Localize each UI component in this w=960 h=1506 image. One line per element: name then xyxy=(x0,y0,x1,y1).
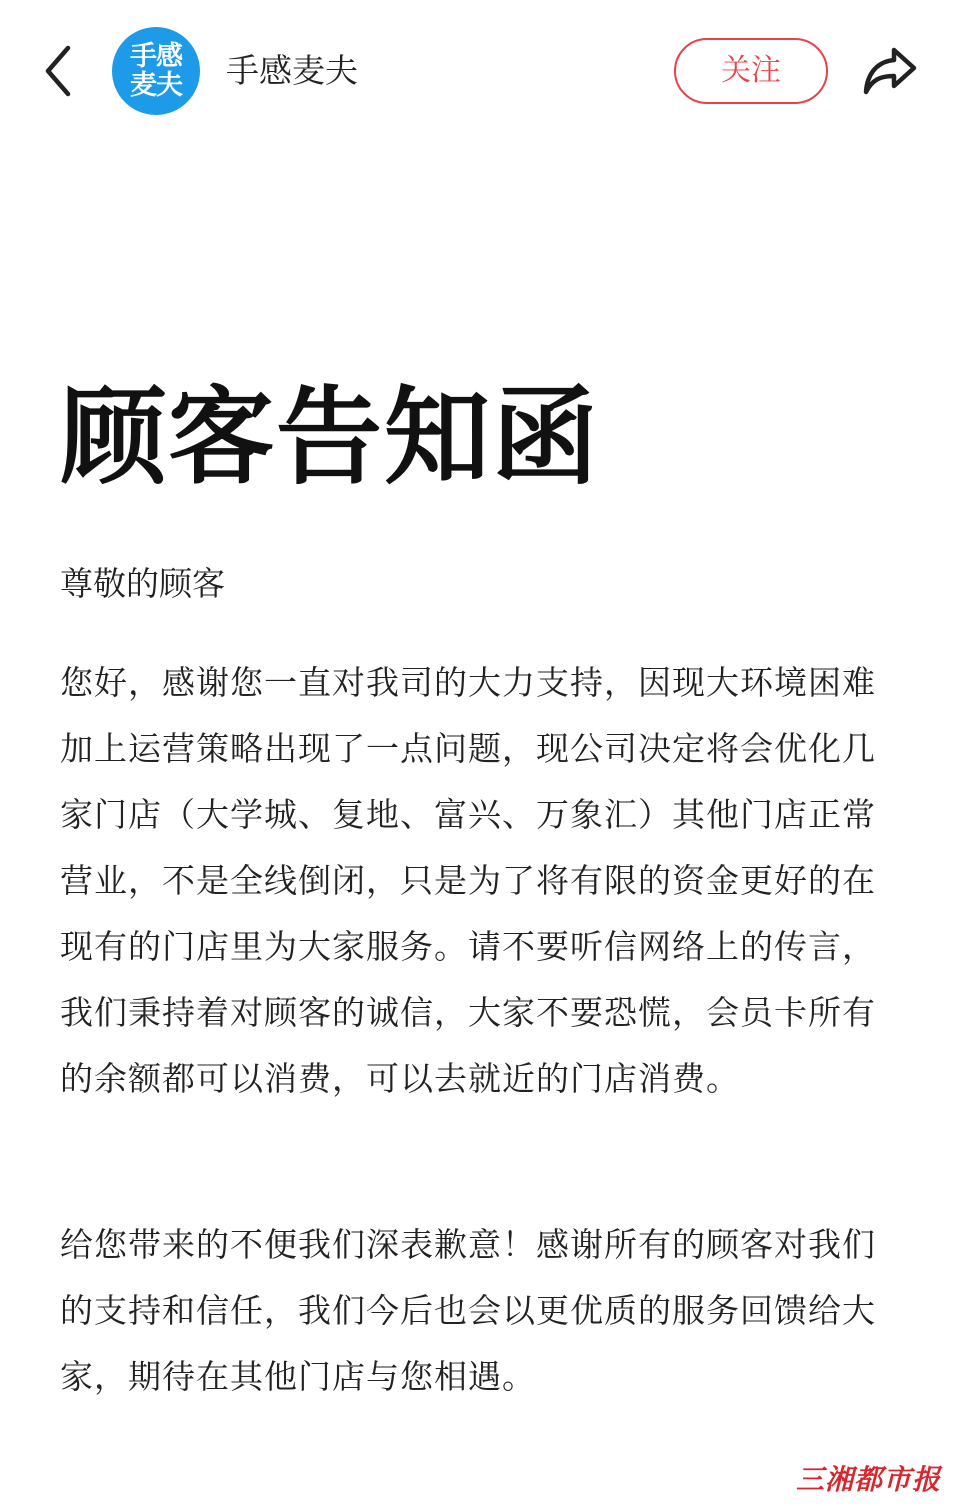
watermark-logo: 三湘都市报 xyxy=(796,1463,942,1496)
avatar[interactable] xyxy=(112,27,200,115)
page-title: 顾客告知函 xyxy=(60,376,600,499)
paragraph-1: 您好，感谢您一直对我司的大力支持，因现大环境困难加上运营策略出现了一点问题，现公司决定将会优化几家门店（大学城、复地、富兴、万象汇）其他门店正常营业，不是全线倒闭，只是为了将有限的资金更好的在现有的门店里为大家服务。请不要听信网络上的传言，我们秉持着对顾客的诚信，大家不要恐慌，会员卡所有的余额都可以消费，可以去就近的门店消费。 xyxy=(60,663,876,1098)
top-bar xyxy=(0,0,960,140)
share-arrow-icon xyxy=(860,42,920,98)
avatar-logo-text: 手感 麦夫 xyxy=(130,41,182,101)
back-button[interactable] xyxy=(36,42,84,100)
chevron-left-icon xyxy=(36,42,84,100)
follow-button[interactable]: 关注 xyxy=(674,38,828,104)
share-button[interactable] xyxy=(860,42,920,98)
salutation: 尊敬的顾客 xyxy=(60,564,225,603)
paragraph-2: 给您带来的不便我们深表歉意！感谢所有的顾客对我们的支持和信任，我们今后也会以更优质的服务回馈给大家，期待在其他门店与您相遇。 xyxy=(60,1225,876,1396)
account-name[interactable]: 手感麦夫 xyxy=(226,51,358,90)
